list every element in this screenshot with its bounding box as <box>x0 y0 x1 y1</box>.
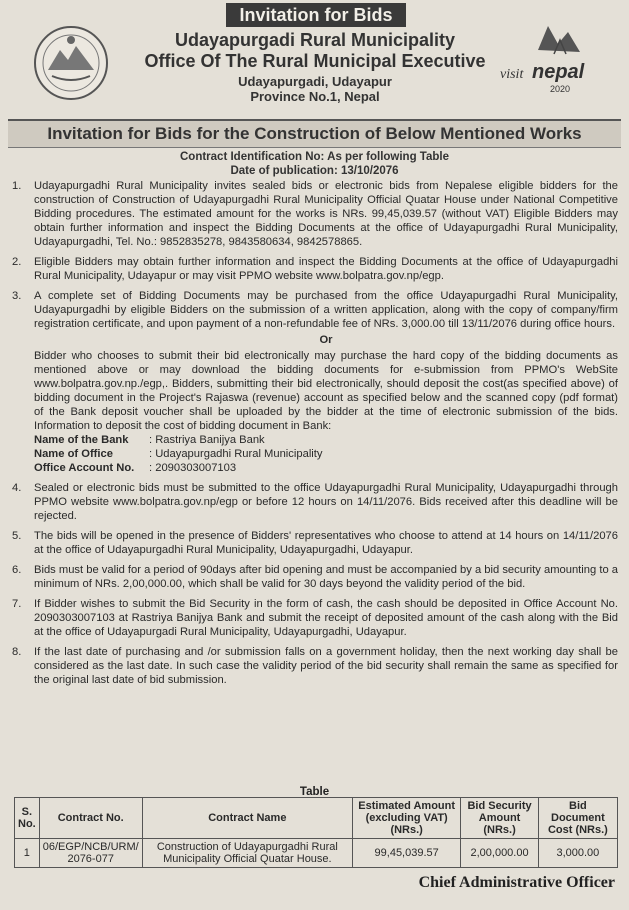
contract-id-line: Contract Identification No: As per following Table <box>180 151 449 163</box>
bank-info-label: Name of Office <box>34 448 113 460</box>
item-number: 8. <box>12 646 22 658</box>
header-document-cost: Bid Document Cost (NRs.) <box>538 798 617 839</box>
visit-nepal-logo-icon <box>498 22 616 102</box>
table-header-row <box>15 798 618 839</box>
item-number: 4. <box>12 482 22 494</box>
item-number: 2. <box>12 256 22 268</box>
electronic-bid-paragraph: Bidder who chooses to submit their bid electronically may purchase the hard copy of the bidding documents as mentioned above or may download the bidding documents for e-submission from PPMO's WebSite www.bolpatra.gov.np./egp,. Bidders, submitting their bid electronically, should deposit the cost(as specified above) of bidding document in the Project's Rajaswa (revenue) account as specified below and the scanned copy (pdf format) of the Bank deposit voucher shall be uploaded by the bidder at the time of electronic submission of the bids. Information to deposit the cost of bidding document in Bank: <box>34 350 618 432</box>
signatory-title: Chief Administrative Officer <box>418 874 615 891</box>
bank-info-label: Office Account No. <box>34 462 135 474</box>
cell-bid-security: 2,00,000.00 <box>461 839 538 868</box>
item-text: A complete set of Bidding Documents may be purchased from the office Udayapurgadhi Rural Municipality, Udayapurgadhi by eligible Bidders on the submission of a written application, along with the copy of company/firm registration certificate, and upon payment of a non-refundable fee of NRs. 3,000.00 till 13/11/2076 during office hours. <box>34 290 618 330</box>
bank-info-value: : Udayapurgadhi Rural Municipality <box>149 448 323 460</box>
list-item <box>12 597 618 639</box>
list-item <box>12 481 618 523</box>
bank-info-row <box>34 433 618 447</box>
publication-date: Date of publication: 13/10/2076 <box>230 165 399 177</box>
bank-info-row <box>34 461 618 475</box>
item-text: The bids will be opened in the presence of Bidders' representatives who choose to attend at 14 hours on 14/11/2076 at the office of Udayapurgadhi Rural Municipality, Udayapurgadhi, Udayapur. <box>34 530 618 556</box>
item-number: 5. <box>12 530 22 542</box>
list-item <box>12 179 618 249</box>
list-item <box>12 289 618 475</box>
item-text: Eligible Bidders may obtain further information and inspect the Bidding Documents at the office of Udayapurgadhi Rural Municipality, Udayapur or may visit PPMO website www.bolpatra.gov.np/egp. <box>34 256 618 282</box>
cell-contract-no: 06/EGP/NCB/URM/ 2076-077 <box>39 839 142 868</box>
item-number: 6. <box>12 564 22 576</box>
invitation-banner: Invitation for Bids <box>226 3 406 27</box>
office-province: Province No.1, Nepal <box>250 89 380 104</box>
bank-info-label: Name of the Bank <box>34 434 129 446</box>
header-estimated-amount: Estimated Amount (excluding VAT) (NRs.) <box>352 798 460 839</box>
cell-document-cost: 3,000.00 <box>538 839 617 868</box>
item-text: If the last date of purchasing and /or submission falls on a government holiday, then the next working day shall be considered as the last date. In such case the validity period of the bid security shall remain the same as specified for the original last date of bid submission. <box>34 646 618 686</box>
item-text: Udayapurgadhi Rural Municipality invites sealed bids or electronic bids from Nepalese eligible bidders for the construction of Construction of Udayapurgadhi Rural Municipality Official Quatar House under National Competitive Bidding procedures. The estimated amount for the works is NRs. 99,45,039.57 (without VAT) Eligible Bidders may obtain further information and inspect the Bidding Documents at the office of Udayapurgadhi Rural Municipality, Udayapurgadhi, Tel. No.: 9852835278, 9843580634, 9842578865. <box>34 180 618 248</box>
header-sno: S. No. <box>15 798 40 839</box>
item-number: 3. <box>12 290 22 302</box>
nepal-emblem-icon <box>32 24 110 102</box>
item-body <box>34 289 618 475</box>
logo-visit-text: visit <box>500 67 524 82</box>
office-address: Udayapurgadi, Udayapur <box>238 74 392 89</box>
cell-contract-name: Construction of Udayapurgadhi Rural Municipality Official Quatar House. <box>142 839 352 868</box>
item-text: If Bidder wishes to submit the Bid Security in the form of cash, the cash should be deposited in Office Account No. 2090303007103 at Rastriya Banijya Bank and submit the receipt of deposited amount of the cash along with the Bid at the office of Udayapurgadi Rural Municipality, Udayapurgadhi, Udayapur. <box>34 598 618 638</box>
cell-sno: 1 <box>15 839 40 868</box>
header-contract-no: Contract No. <box>39 798 142 839</box>
logo-year-text: 2020 <box>550 84 571 94</box>
list-item <box>12 563 618 591</box>
header-contract-name: Contract Name <box>142 798 352 839</box>
table-title: Table <box>299 786 330 798</box>
item-text: Sealed or electronic bids must be submitted to the office Udayapurgadhi Rural Municipality, Udayapurgadhi through PPMO website www.bolpatra.gov.np/egp or before 12 hours on 14/11/2076. Bids received after this deadline will be rejected. <box>34 482 618 522</box>
office-name: Office Of The Rural Municipal Executive <box>144 51 486 71</box>
list-item <box>12 255 618 283</box>
item-text: Bids must be valid for a period of 90days after bid opening and must be accompanied by a bid security amounting to a minimum of NRs. 2,00,000.00, which shall be valid for 30 days beyond the validity period of the bid. <box>34 564 618 590</box>
logo-nepal-text: nepal <box>532 61 585 83</box>
list-item <box>12 645 618 687</box>
list-item <box>12 529 618 557</box>
table-row <box>15 839 618 868</box>
item-number: 7. <box>12 598 22 610</box>
or-separator: Or <box>319 334 333 346</box>
header-bid-security: Bid Security Amount (NRs.) <box>461 798 538 839</box>
municipality-name: Udayapurgadi Rural Municipality <box>174 30 456 50</box>
item-number: 1. <box>12 180 22 192</box>
cell-estimated-amount: 99,45,039.57 <box>352 839 460 868</box>
bank-info-value: : Rastriya Banijya Bank <box>149 434 265 446</box>
bank-info-value: : 2090303007103 <box>149 462 237 474</box>
notice-title: Invitation for Bids for the Construction of Below Mentioned Works <box>8 119 621 148</box>
bank-info-row <box>34 447 618 461</box>
contract-table <box>14 797 618 868</box>
notice-items <box>12 179 618 693</box>
